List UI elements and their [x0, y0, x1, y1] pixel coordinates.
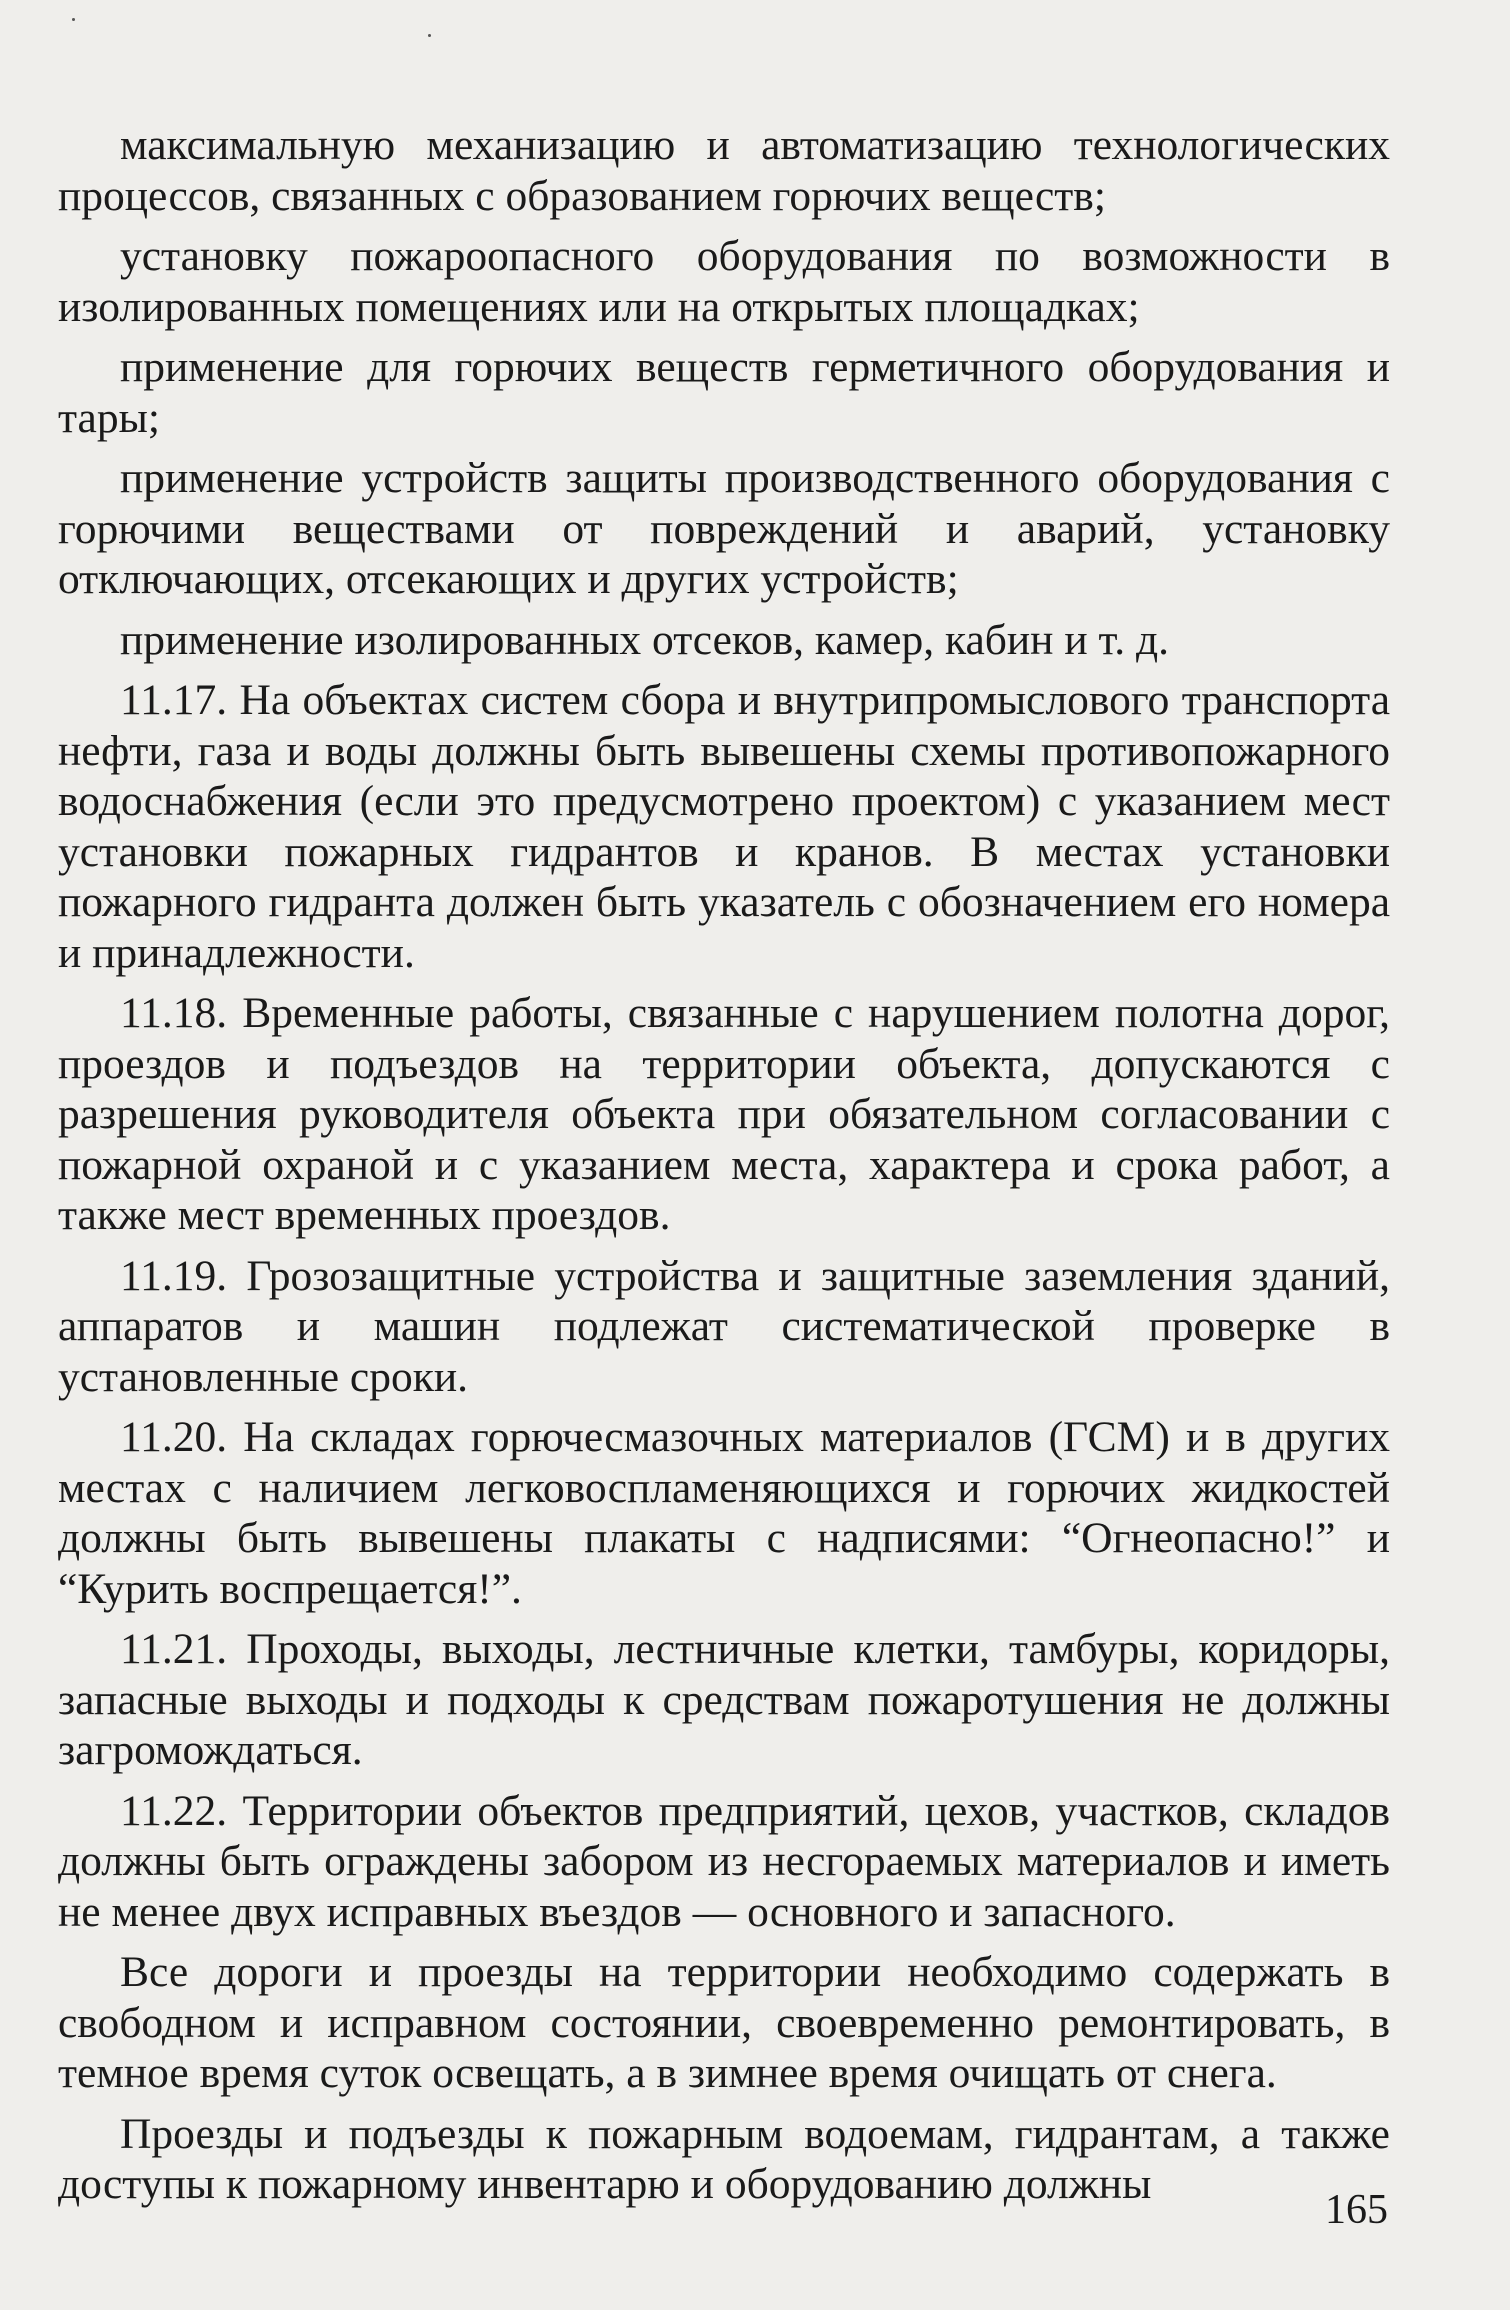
paragraph: Все дороги и проезды на территории необходимо содержать в свободном и исправном состоянии, своевременно ремонтировать, в темное время суток освещать, а в зимнее время очищать от снега.: [58, 1948, 1390, 2097]
paragraph: 11.21. Проходы, выходы, лестничные клетки, тамбуры, коридоры, запасные выходы и подходы к средствам пожаротушения не должны загромождаться.: [58, 1625, 1390, 1774]
paragraph: 11.20. На складах горючесмазочных материалов (ГСМ) и в других местах с наличием легковоспламеняющихся и горючих жидкостей должны быть вывешены плакаты с надписями: “Огнеопасно!” и “Курить воспрещается!”.: [58, 1413, 1390, 1613]
body-text: [58, 120, 1390, 2220]
paragraph: Проезды и подъезды к пожарным водоемам, гидрантам, а также доступы к пожарному инвентарю и оборудованию должны: [58, 2109, 1390, 2208]
paragraph: применение для горючих веществ герметичного оборудования и тары;: [58, 343, 1390, 442]
paragraph: 11.19. Грозозащитные устройства и защитные заземления зданий, аппаратов и машин подлежат систематической проверке в установленные сроки.: [58, 1251, 1390, 1401]
paragraph: 11.22. Территории объектов предприятий, цехов, участков, складов должны быть ограждены забором из несгораемых материалов и иметь не менее двух исправных въездов — основного и запасного.: [58, 1786, 1390, 1936]
scan-speck: [428, 34, 431, 37]
paragraph: 11.17. На объектах систем сбора и внутрипромыслового транспорта нефти, газа и воды должны быть вывешены схемы противопожарного водоснабжения (если это предусмотрено проектом) с указанием мест установки пожарных гидрантов и кранов. В местах установки пожарного гидранта должен быть указатель с обозначением его номера и принадлежности.: [58, 676, 1390, 977]
paragraph: установку пожароопасного оборудования по возможности в изолированных помещениях или на открытых площадках;: [58, 232, 1390, 331]
paragraph: максимальную механизацию и автоматизацию технологических процессов, связанных с образованием горючих веществ;: [58, 121, 1390, 220]
paragraph: применение изолированных отсеков, камер, кабин и т. д.: [120, 615, 1169, 664]
page-number: 165: [1325, 2187, 1388, 2233]
scan-speck: [72, 18, 75, 21]
paragraph: применение устройств защиты производственного оборудования с горючими веществами от повреждений и аварий, установку отключающих, отсекающих и других устройств;: [58, 454, 1390, 603]
paragraph: 11.18. Временные работы, связанные с нарушением полотна дорог, проездов и подъездов на территории объекта, допускаются с разрешения руководителя объекта при обязательном согласовании с пожарной охраной и с указанием места, характера и срока работ, а также мест временных проездов.: [58, 989, 1390, 1239]
